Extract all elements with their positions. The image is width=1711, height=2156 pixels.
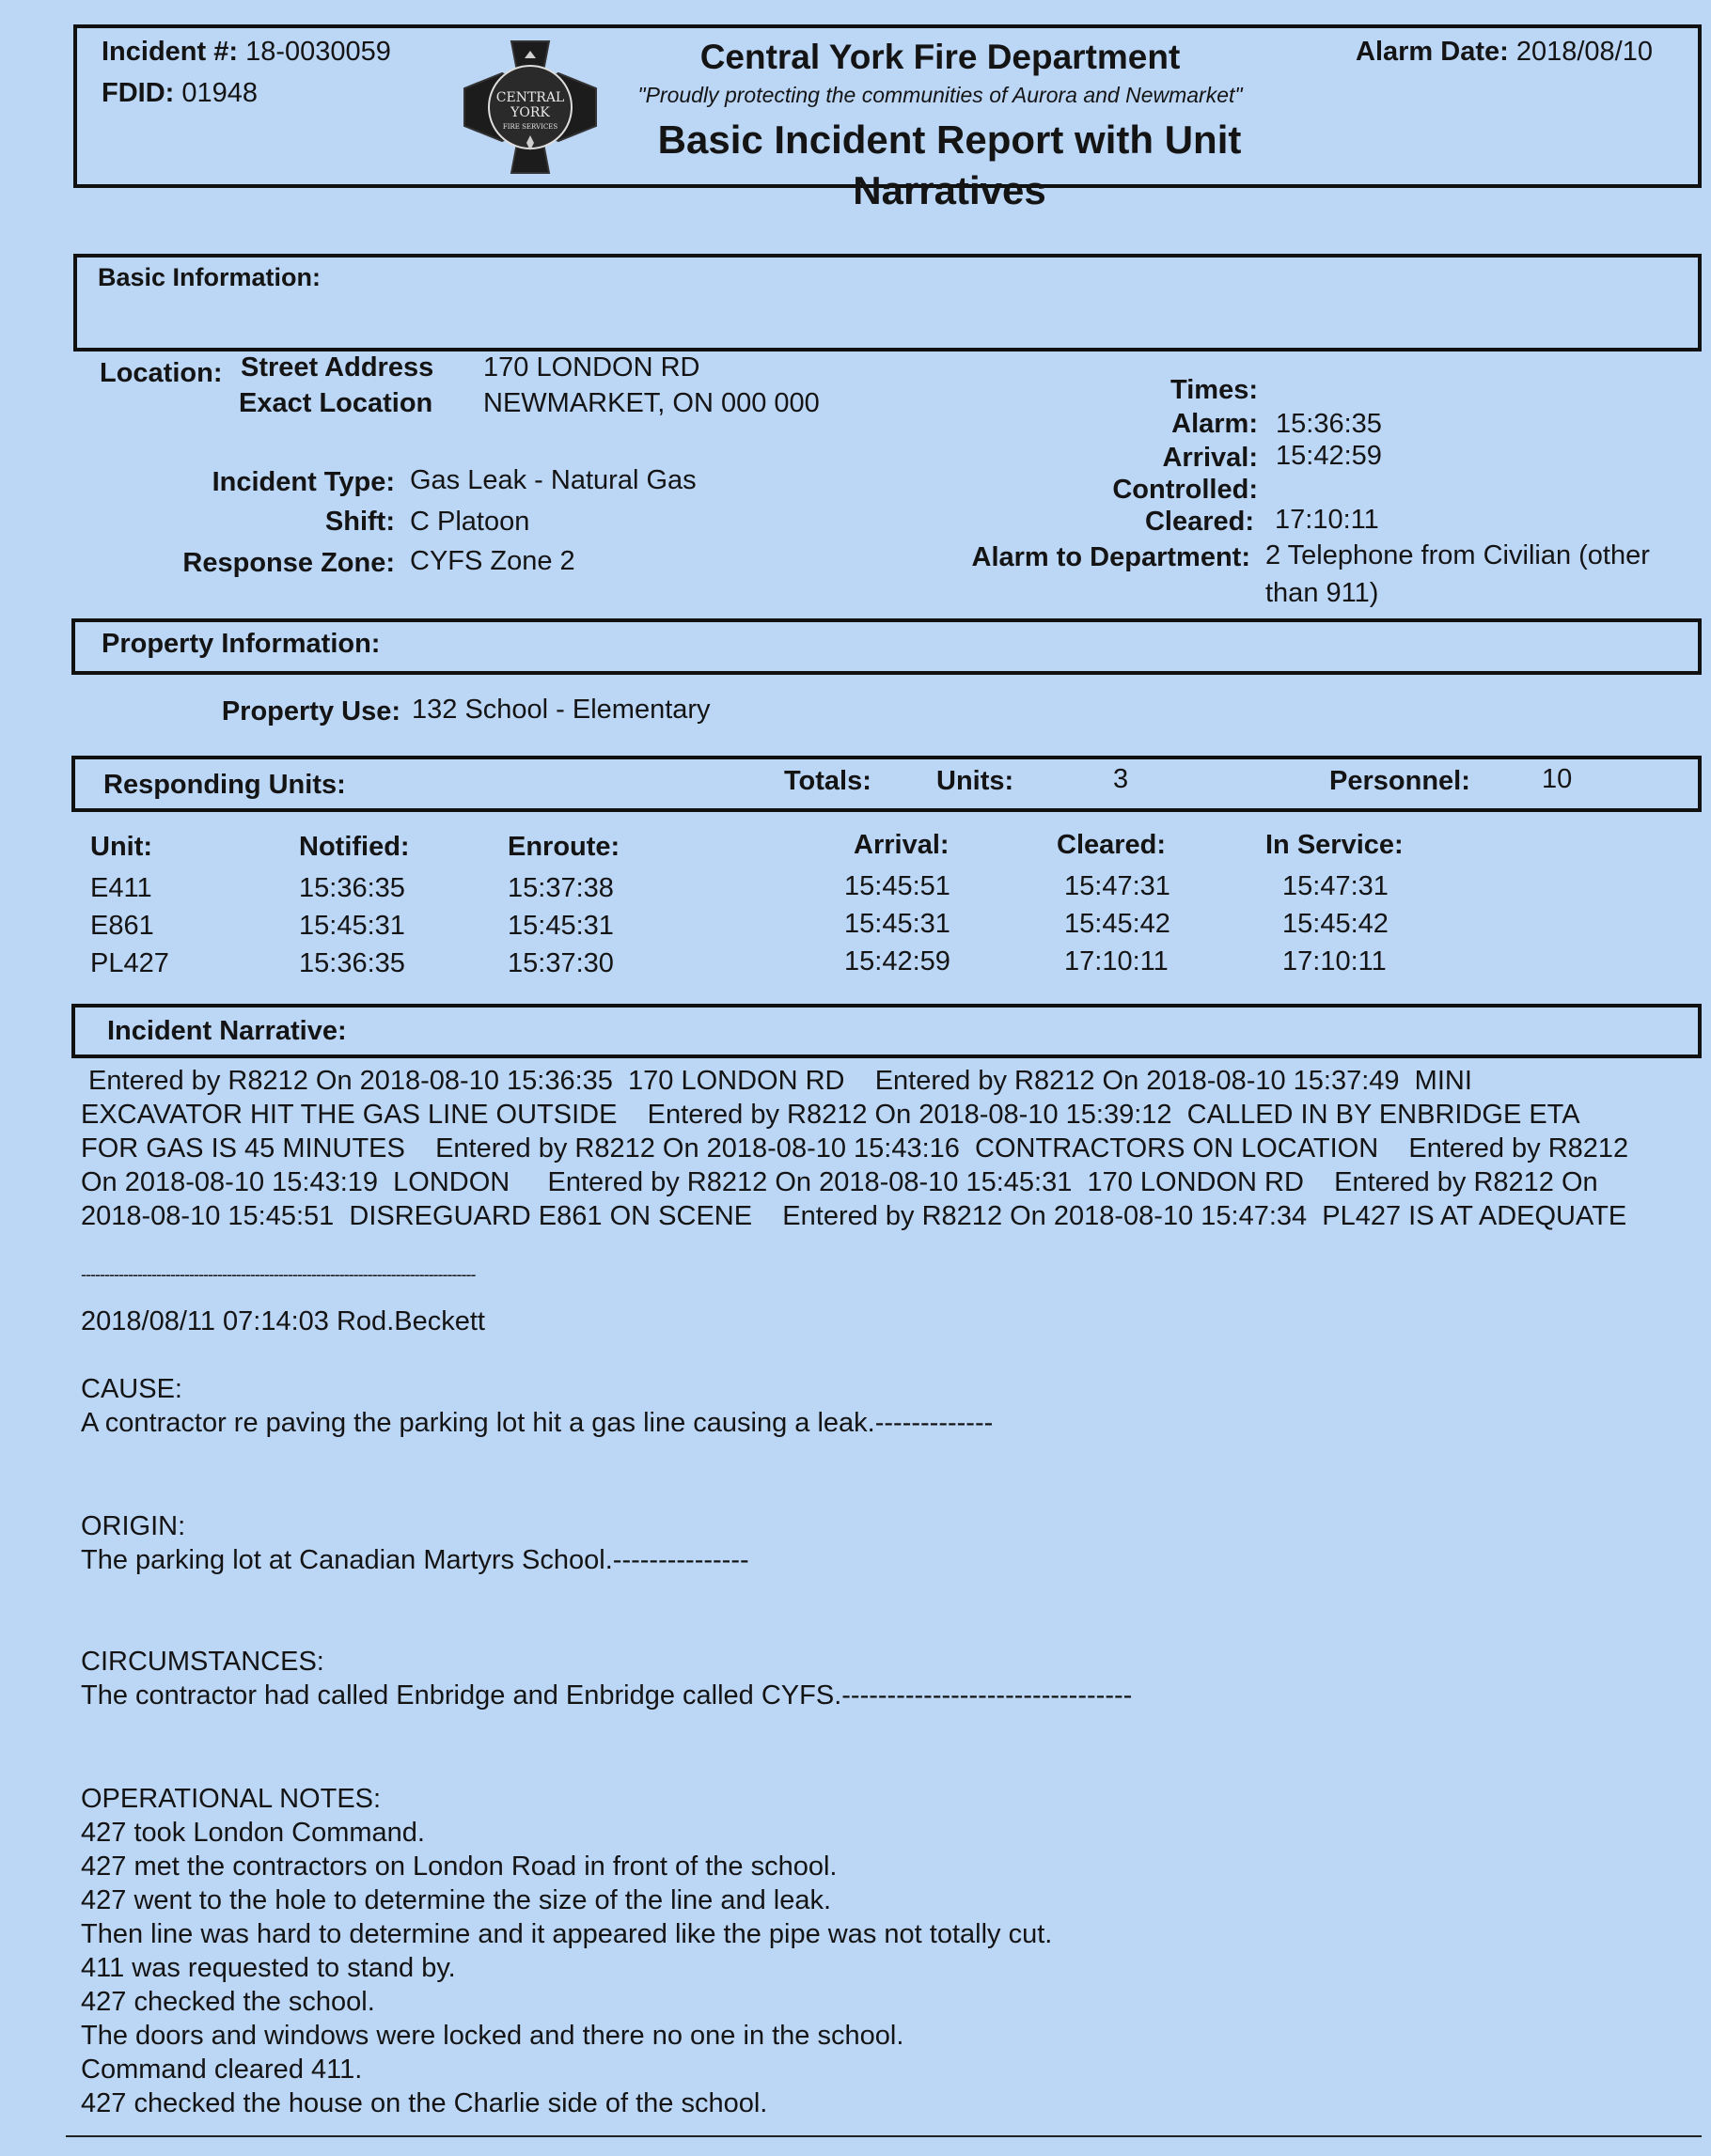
basic-info-title: Basic Information:	[98, 263, 322, 291]
narrative-entry-line: EXCAVATOR HIT THE GAS LINE OUTSIDE Entered by R8212 On 2018-08-10 15:39:12 CALLED IN BY ENBRIDGE ETA	[81, 1100, 1580, 1130]
incident-type-value: Gas Leak - Natural Gas	[410, 465, 697, 495]
alarm-date-label: Alarm Date:	[1356, 37, 1509, 67]
col-header-in-service: In Service:	[1265, 830, 1404, 860]
controlled-time-label: Controlled:	[1112, 475, 1258, 505]
exact-location-value: NEWMARKET, ON 000 000	[483, 388, 820, 418]
logo-text-central: CENTRAL	[495, 90, 565, 105]
shift-value: C Platoon	[410, 507, 530, 537]
personnel-label: Personnel:	[1329, 766, 1470, 796]
col-header-cleared: Cleared:	[1057, 830, 1167, 860]
origin-label: ORIGIN:	[81, 1511, 186, 1541]
incident-number-value: 18-0030059	[245, 37, 391, 67]
arrival-time-value: 15:42:59	[1276, 441, 1382, 471]
operational-notes-label: OPERATIONAL NOTES:	[81, 1784, 382, 1814]
alarm-date-value: 2018/08/10	[1515, 37, 1653, 67]
col-header-arrival: Arrival:	[854, 830, 950, 860]
department-name: Central York Fire Department	[699, 38, 1181, 76]
cause-text: A contractor re paving the parking lot hit a gas line causing a leak.-------------	[81, 1408, 994, 1438]
table-cell-in-service: 15:47:31	[1282, 871, 1389, 901]
table-cell-in-service: 17:10:11	[1282, 946, 1387, 976]
alarm-time-label: Alarm:	[1171, 409, 1258, 439]
narrative-entry-line: 2018-08-10 15:45:51 DISREGUARD E861 ON SCENE Entered by R8212 On 2018-08-10 15:47:34 PL427 IS AT ADEQUATE	[81, 1201, 1627, 1231]
table-cell-unit: E411	[90, 873, 152, 903]
table-cell-notified: 15:36:35	[299, 873, 405, 903]
narrative-entry-line: FOR GAS IS 45 MINUTES Entered by R8212 On 2018-08-10 15:43:16 CONTRACTORS ON LOCATION Entered by R8212	[81, 1133, 1629, 1164]
cleared-time-label: Cleared:	[1144, 507, 1254, 537]
alarm-to-department-value-line1: 2 Telephone from Civilian (other	[1265, 540, 1650, 570]
alarm-time-value: 15:36:35	[1276, 409, 1382, 439]
table-cell-enroute: 15:37:38	[508, 873, 614, 903]
street-address-value: 170 LONDON RD	[483, 352, 700, 383]
units-count-label: Units:	[936, 766, 1014, 796]
narrative-author-line: 2018/08/11 07:14:03 Rod.Beckett	[81, 1306, 485, 1336]
operational-note-line: Command cleared 411.	[81, 2054, 363, 2085]
operational-note-line: 427 checked the house on the Charlie side of the school.	[81, 2088, 768, 2118]
report-title	[602, 115, 1297, 216]
responding-units-title: Responding Units:	[103, 770, 346, 800]
personnel-value: 10	[1542, 764, 1573, 794]
fdid-label: FDID:	[102, 78, 175, 108]
department-motto: "Proudly protecting the communities of Aurora and Newmarket"	[637, 83, 1243, 107]
table-cell-enroute: 15:37:30	[508, 948, 614, 978]
origin-text: The parking lot at Canadian Martyrs School.---------------	[81, 1545, 749, 1575]
col-header-notified: Notified:	[299, 832, 410, 862]
incident-number-label: Incident #:	[102, 37, 239, 67]
col-header-enroute: Enroute:	[508, 832, 620, 862]
department-logo	[461, 38, 600, 177]
table-cell-notified: 15:36:35	[299, 948, 405, 978]
circumstances-label: CIRCUMSTANCES:	[81, 1647, 324, 1677]
cause-label: CAUSE:	[81, 1374, 182, 1404]
totals-label: Totals:	[784, 766, 871, 796]
location-label: Location:	[100, 358, 223, 388]
incident-number	[102, 36, 391, 68]
table-cell-arrival: 15:45:31	[844, 909, 950, 939]
report-title-line2: Narratives	[853, 168, 1046, 212]
property-use-value: 132 School - Elementary	[412, 695, 711, 725]
logo-text-fire-services: FIRE SERVICES	[502, 123, 558, 131]
operational-note-line: 427 met the contractors on London Road in front of the school.	[81, 1851, 838, 1882]
exact-location-label: Exact Location	[239, 388, 433, 418]
table-cell-in-service: 15:45:42	[1282, 909, 1389, 939]
operational-note-line: 427 took London Command.	[81, 1818, 425, 1848]
narrative-divider: ------------------------------------------------------------------------------------	[81, 1265, 476, 1284]
operational-note-line: 427 went to the hole to determine the size of the line and leak.	[81, 1885, 832, 1915]
response-zone-label: Response Zone:	[182, 548, 395, 578]
incident-type-label: Incident Type:	[212, 467, 395, 497]
operational-note-line: 427 checked the school.	[81, 1987, 375, 2017]
circumstances-text: The contractor had called Enbridge and Enbridge called CYFS.--------------------------------	[81, 1680, 1133, 1711]
table-cell-arrival: 15:45:51	[844, 871, 950, 901]
col-header-unit: Unit:	[90, 832, 153, 862]
times-label: Times:	[1170, 375, 1258, 405]
operational-note-line: The doors and windows were locked and there no one in the school.	[81, 2021, 904, 2051]
street-address-label: Street Address	[241, 352, 434, 383]
narrative-entry-line: On 2018-08-10 15:43:19 LONDON Entered by R8212 On 2018-08-10 15:45:31 170 LONDON RD Entered by R8212 On	[81, 1167, 1598, 1197]
units-count-value: 3	[1113, 764, 1129, 794]
alarm-to-department-label: Alarm to Department:	[971, 542, 1250, 572]
table-cell-unit: PL427	[90, 948, 169, 978]
operational-note-line: 411 was requested to stand by.	[81, 1953, 456, 1983]
table-cell-cleared: 17:10:11	[1064, 946, 1169, 976]
alarm-date	[1356, 36, 1653, 68]
fdid-value: 01948	[181, 78, 259, 108]
property-info-title: Property Information:	[102, 629, 381, 659]
property-use-label: Property Use:	[221, 696, 400, 726]
table-cell-unit: E861	[90, 911, 154, 941]
operational-note-line: Then line was hard to determine and it appeared like the pipe was not totally cut.	[81, 1919, 1053, 1949]
table-cell-arrival: 15:42:59	[844, 946, 950, 976]
response-zone-value: CYFS Zone 2	[410, 546, 575, 576]
bottom-rule	[66, 2135, 1702, 2137]
table-cell-cleared: 15:45:42	[1064, 909, 1170, 939]
report-title-line1: Basic Incident Report with Unit	[657, 117, 1242, 162]
table-cell-enroute: 15:45:31	[508, 911, 614, 941]
arrival-time-label: Arrival:	[1162, 443, 1258, 473]
table-cell-notified: 15:45:31	[299, 911, 405, 941]
alarm-to-department-value-line2: than 911)	[1265, 578, 1379, 608]
incident-narrative-title: Incident Narrative:	[107, 1016, 347, 1046]
fdid	[102, 77, 258, 109]
shift-label: Shift:	[324, 507, 395, 537]
logo-text-york: YORK	[510, 105, 550, 120]
cleared-time-value: 17:10:11	[1275, 505, 1379, 535]
narrative-entry-line: Entered by R8212 On 2018-08-10 15:36:35 170 LONDON RD Entered by R8212 On 2018-08-10 15:37:49 MINI	[81, 1066, 1472, 1096]
table-cell-cleared: 15:47:31	[1064, 871, 1170, 901]
